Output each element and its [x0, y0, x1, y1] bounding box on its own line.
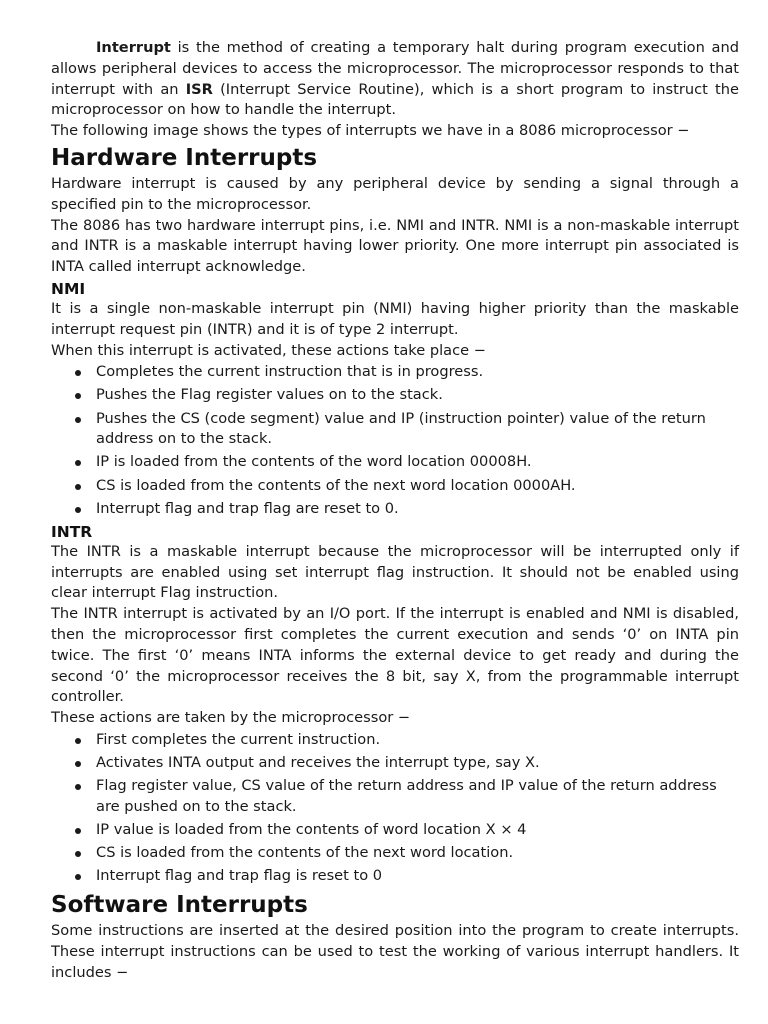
intro-text-1: is the method of creating a temporary halt during program execution and allows peripheral devices to access the microprocessor. The microprocessor responds to that interrupt with an — [51, 39, 739, 98]
list-item: Interrupt flag and trap flag are reset to 0. — [51, 499, 739, 520]
nmi-paragraph-1: It is a single non-maskable interrupt pin (NMI) having higher priority than the maskable interrupt request pin (INTR) and it is of type 2 interrupt. — [51, 299, 739, 338]
isr-term: ISR — [185, 80, 213, 98]
list-item: Flag register value, CS value of the return address and IP value of the return address are pushed on to the stack. — [51, 776, 739, 818]
list-item: IP value is loaded from the contents of word location X × 4 — [51, 820, 739, 841]
intro-paragraph — [51, 38, 739, 121]
list-item: CS is loaded from the contents of the next word location 0000AH. — [51, 476, 739, 497]
types-line: The following image shows the types of interrupts we have in a 8086 microprocessor − — [51, 122, 690, 140]
list-item: Pushes the Flag register values on to the stack. — [51, 385, 739, 406]
intr-actions-list — [51, 730, 739, 887]
list-item: Completes the current instruction that is in progress. — [51, 362, 739, 383]
intr-heading: INTR — [51, 522, 93, 541]
list-item: Interrupt flag and trap flag is reset to 0 — [51, 866, 739, 887]
list-item: Pushes the CS (code segment) value and IP (instruction pointer) value of the return address on to the stack. — [51, 409, 739, 451]
nmi-actions-list — [51, 362, 739, 519]
hardware-paragraph-2: The 8086 has two hardware interrupt pins, i.e. NMI and INTR. NMI is a non-maskable interrupt and INTR is a maskable interrupt having lower priority. One more interrupt pin associated is INTA called interrupt acknowledge. — [51, 216, 739, 276]
hardware-interrupts-heading: Hardware Interrupts — [51, 144, 318, 171]
list-item: First completes the current instruction. — [51, 730, 739, 751]
nmi-paragraph-2: When this interrupt is activated, these actions take place − — [51, 341, 486, 359]
hardware-paragraph-1: Hardware interrupt is caused by any peripheral device by sending a signal through a specified pin to the microprocessor. — [51, 174, 739, 213]
list-item: Activates INTA output and receives the interrupt type, say X. — [51, 753, 739, 774]
interrupt-term: Interrupt — [96, 39, 171, 56]
document-page — [51, 38, 739, 984]
intr-paragraph-3: These actions are taken by the microprocessor − — [51, 709, 411, 727]
intro-text-2: (Interrupt Service Routine), which is a short program to instruct the microprocessor on how to handle the interrupt. — [51, 80, 739, 119]
nmi-heading: NMI — [51, 279, 86, 298]
software-interrupts-heading: Software Interrupts — [51, 892, 308, 919]
intr-paragraph-2: The INTR interrupt is activated by an I/O port. If the interrupt is enabled and NMI is disabled, then the microprocessor first completes the current execution and sends ‘0’ on INTA pin twice. The first ‘0’ means INTA informs the external device to get ready and during the second ‘0’ the microprocessor receives the 8 bit, say X, from the programmable interrupt controller. — [51, 605, 739, 706]
software-paragraph-1: Some instructions are inserted at the desired position into the program to create interrupts. These interrupt instructions can be used to test the working of various interrupt handlers. It includes − — [51, 922, 739, 981]
list-item: IP is loaded from the contents of the word location 00008H. — [51, 452, 739, 473]
list-item: CS is loaded from the contents of the next word location. — [51, 843, 739, 864]
intr-paragraph-1: The INTR is a maskable interrupt because the microprocessor will be interrupted only if interrupts are enabled using set interrupt flag instruction. It should not be enabled using clear interrupt Flag instruction. — [51, 542, 739, 602]
